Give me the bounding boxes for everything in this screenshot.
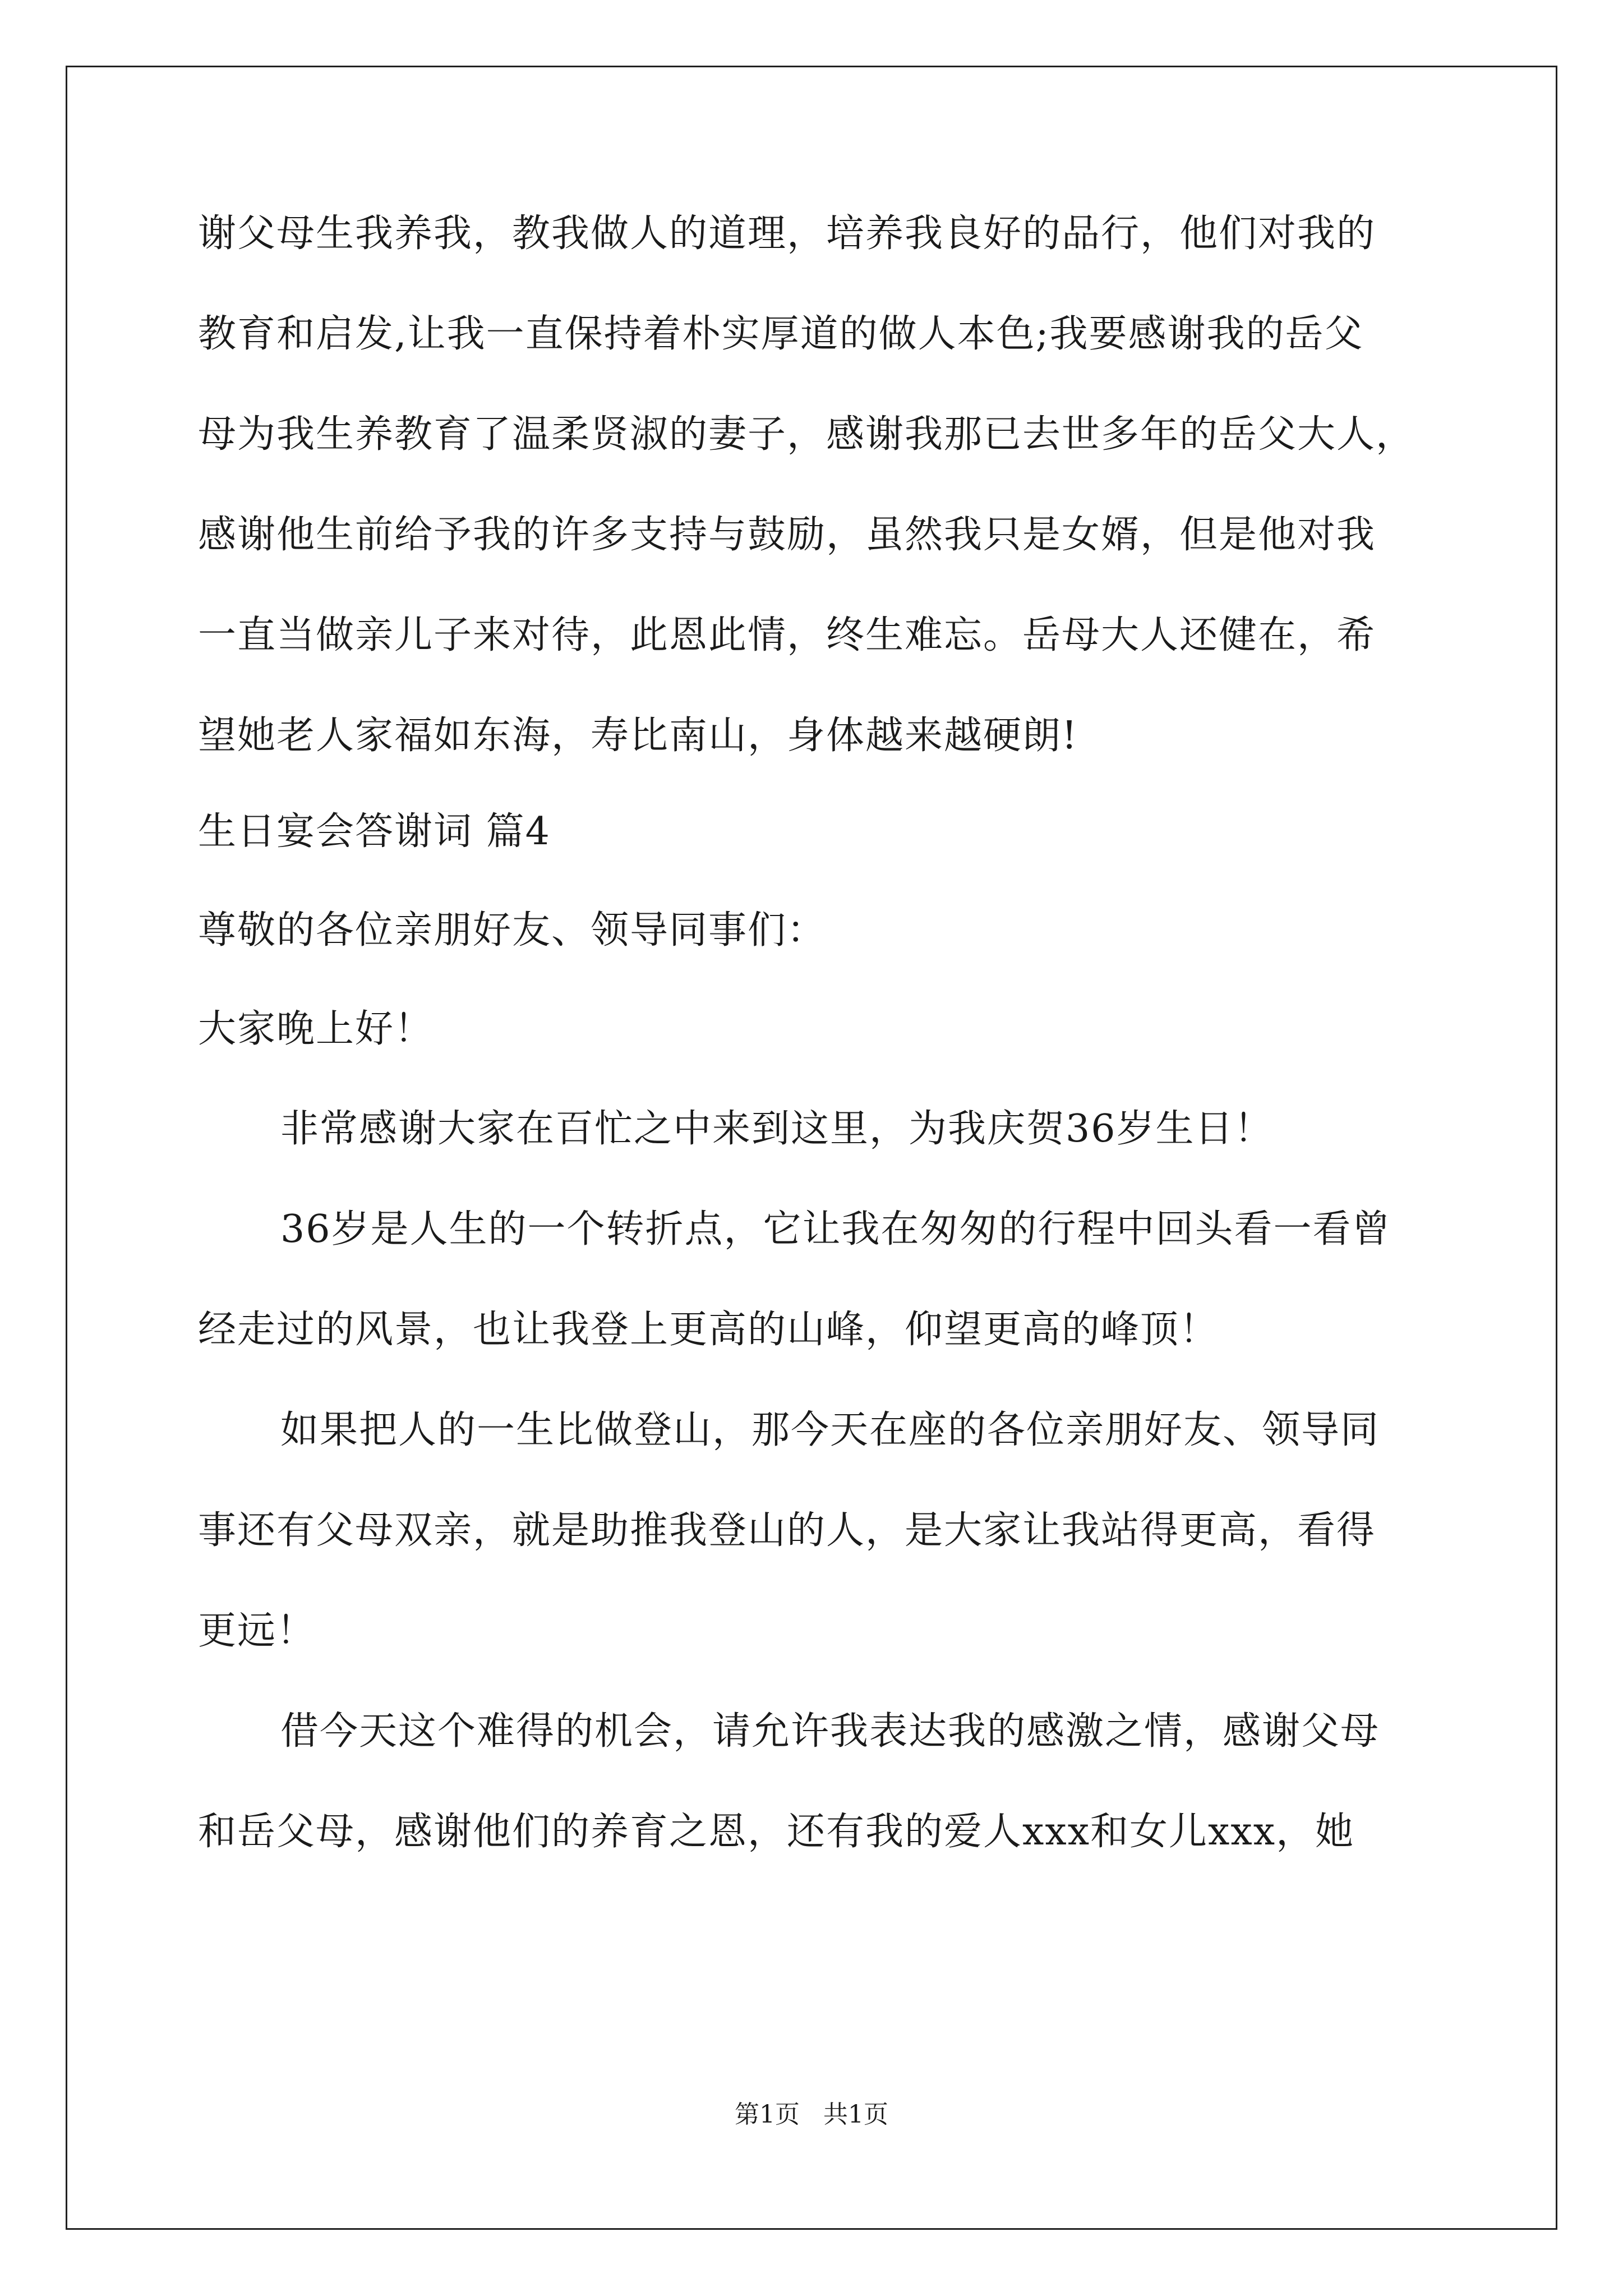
section-heading: 生日宴会答谢词 篇4 — [198, 809, 551, 854]
paragraph-line: 母为我生养教育了温柔贤淑的妻子，感谢我那已去世多年的岳父大人， — [198, 412, 1415, 457]
greeting: 大家晚上好！ — [198, 1007, 434, 1051]
page-footer: 第1页 共1页 — [735, 2100, 888, 2129]
paragraph-line: 望她老人家福如东海，寿比南山，身体越来越硬朗! — [198, 714, 1078, 758]
paragraph-line: 如果把人的一生比做登山，那今天在座的各位亲朋好友、领导同 — [280, 1408, 1380, 1452]
paragraph-line: 36岁是人生的一个转折点，它让我在匆匆的行程中回头看一看曾 — [280, 1207, 1391, 1251]
salutation: 尊敬的各位亲朋好友、领导同事们： — [198, 908, 827, 953]
paragraph-line: 更远！ — [198, 1609, 316, 1653]
paragraph-line: 感谢他生前给予我的许多支持与鼓励，虽然我只是女婿，但是他对我 — [198, 513, 1376, 557]
paragraph-line: 事还有父母双亲，就是助推我登山的人，是大家让我站得更高，看得 — [198, 1508, 1376, 1553]
paragraph-line: 非常感谢大家在百忙之中来到这里，为我庆贺36岁生日！ — [280, 1107, 1274, 1151]
paragraph-line: 一直当做亲儿子来对待，此恩此情，终生难忘。岳母大人还健在，希 — [198, 613, 1376, 657]
paragraph-line: 借今天这个难得的机会，请允许我表达我的感激之情，感谢父母 — [280, 1709, 1380, 1754]
paragraph-line: 经走过的风景，也让我登上更高的山峰，仰望更高的峰顶！ — [198, 1308, 1219, 1352]
paragraph-line: 和岳父母，感谢他们的养育之恩，还有我的爱人xxx和女儿xxx，她 — [198, 1810, 1355, 1854]
paragraph-line: 教育和启发,让我一直保持着朴实厚道的做人本色;我要感谢我的岳父 — [198, 312, 1364, 356]
paragraph-line: 谢父母生我养我，教我做人的道理，培养我良好的品行，他们对我的 — [198, 211, 1376, 256]
